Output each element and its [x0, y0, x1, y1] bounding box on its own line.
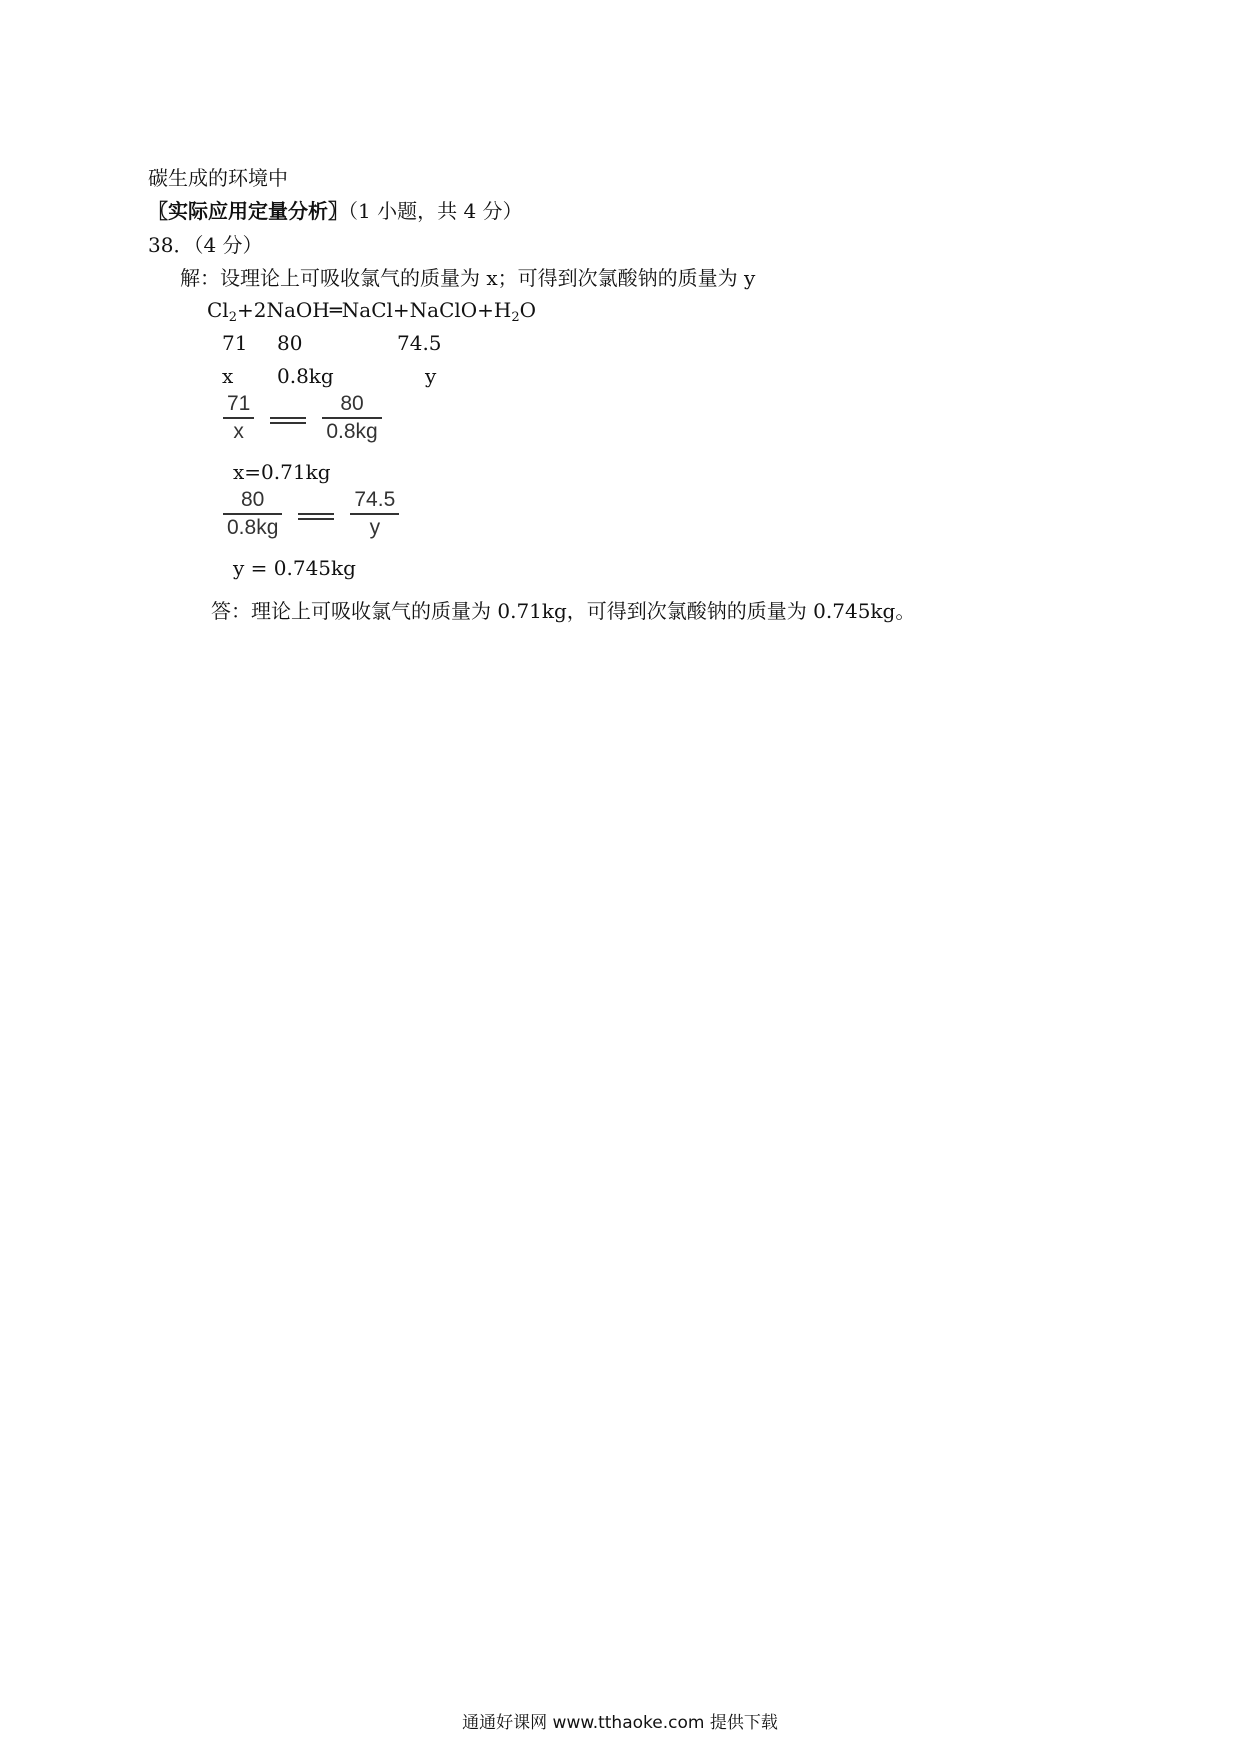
fraction-denominator: x: [233, 420, 244, 443]
proportion-y: [223, 488, 399, 540]
fraction-bar: [223, 417, 254, 419]
fraction-71-over-x: [223, 392, 254, 444]
fraction-80-over-0-8kg: [223, 488, 282, 540]
final-answer: 答：理论上可吸收氯气的质量为 0.71kg，可得到次氯酸钠的质量为 0.745kg。: [211, 599, 916, 623]
mass-naoh: 80: [277, 331, 303, 355]
given-naoh-mass: 0.8kg: [277, 364, 334, 388]
equation-cl-subscript: 2: [228, 310, 237, 325]
question-number: 38．（4 分）: [148, 233, 263, 257]
equation-h-subscript: 2: [511, 310, 520, 325]
fraction-74-5-over-y: [350, 488, 399, 540]
chemical-equation: [207, 298, 537, 325]
page-footer: 通通好课网 www.tthaoke.com 提供下载: [462, 1713, 778, 1733]
unknown-x: x: [222, 364, 234, 388]
section-heading: [148, 199, 523, 223]
fraction-numerator: 71: [227, 392, 251, 415]
fraction-denominator: y: [369, 516, 381, 539]
section-title: 〖实际应用定量分析〗: [148, 199, 348, 223]
solution-intro: 解：设理论上可吸收氯气的质量为 x；可得到次氯酸钠的质量为 y: [180, 266, 756, 290]
unknown-y: y: [425, 364, 437, 388]
fraction-denominator: 0.8kg: [326, 420, 378, 443]
equation-middle: +2NaOH═NaCl+NaClO+H: [236, 298, 512, 322]
equation-cl: Cl: [207, 298, 229, 322]
equals-sign: [298, 510, 334, 523]
fraction-bar: [322, 417, 381, 419]
fraction-80-over-0-8kg: [322, 392, 381, 444]
mass-cl2: 71: [222, 331, 248, 355]
x-result: x=0.71kg: [233, 460, 331, 484]
fraction-denominator: 0.8kg: [227, 516, 279, 539]
fraction-numerator: 80: [241, 488, 265, 511]
previous-answer-tail: 碳生成的环境中: [148, 166, 288, 190]
section-note: （1 小题，共 4 分）: [348, 199, 523, 223]
mass-naclo: 74.5: [397, 331, 442, 355]
fraction-bar: [223, 513, 282, 515]
fraction-numerator: 74.5: [354, 488, 396, 511]
equation-end: O: [519, 298, 537, 322]
proportion-x: [223, 392, 382, 444]
y-result: y = 0.745kg: [233, 556, 356, 580]
equals-sign: [270, 414, 306, 427]
fraction-bar: [350, 513, 399, 515]
fraction-numerator: 80: [340, 392, 364, 415]
